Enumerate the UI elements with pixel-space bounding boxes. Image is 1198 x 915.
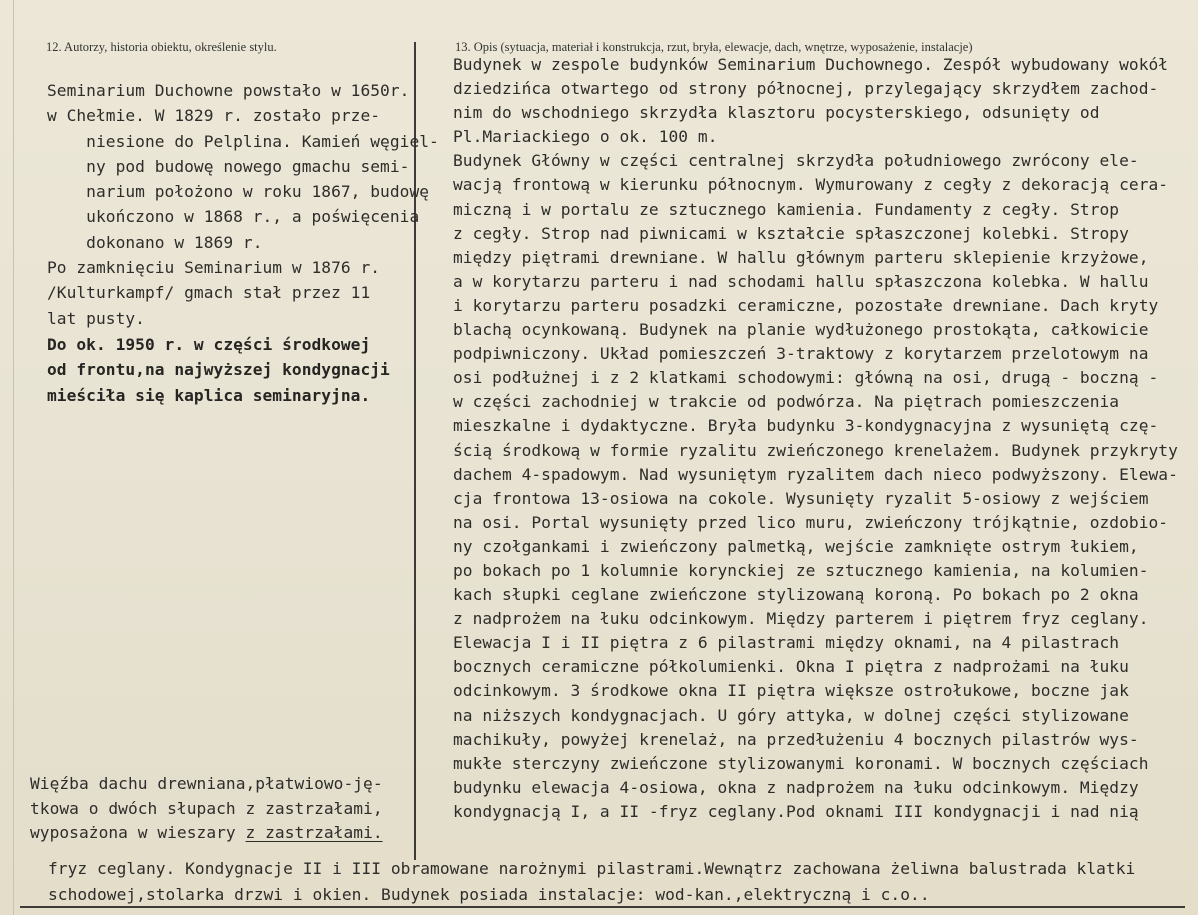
text-line: tkowa o dwóch słupach z zastrzałami, [30, 798, 383, 818]
roof-truss-text [30, 772, 383, 846]
text-line: ny pod budowę nowego gmachu semi- [47, 156, 410, 176]
text-line: na niższych kondygnacjach. U góry attyka, w dolnej części stylizowane [453, 705, 1129, 725]
text-line [30, 821, 383, 846]
text-line: miczną i w portalu ze sztucznego kamienia. Fundamenty z cegły. Strop [453, 199, 1120, 219]
text-line: Pl.Mariackiego o ok. 100 m. [453, 127, 718, 147]
text-line: ny czołgankami i zwieńczony palmetką, wejście zamknięte ostrym łukiem, [453, 536, 1139, 556]
text-line: Do ok. 1950 r. w części środkowej [47, 335, 371, 354]
text-line: cja frontowa 13-osiowa na cokole. Wysunięty ryzalit 5-osiowy z wejściem [453, 488, 1149, 508]
text-line: fryz ceglany. Kondygnacje II i III obramowane narożnymi pilastrami.Wewnątrz zachowana żeliwna balustrada klatki [48, 859, 1136, 878]
text-line: lat pusty. [47, 308, 145, 328]
text-line: schodowej,stolarka drzwi i okien. Budynek posiada instalacje: wod-kan.,elektryczną i c.o.. [48, 885, 930, 904]
text-line: kondygnacją I, a II -fryz ceglany.Pod oknami III kondygnacji i nad nią [453, 801, 1139, 821]
text-fragment: wyposażona w wieszary [30, 823, 246, 842]
text-line: w części zachodniej w trakcie od podwórza. Na piętrach pomieszczenia [453, 392, 1120, 412]
bottom-continuation [48, 856, 1135, 908]
text-line: Po zamknięciu Seminarium w 1876 r. [47, 258, 381, 278]
text-line: nim do wschodniego skrzydła klasztoru pocysterskiego, odsunięty od [453, 103, 1100, 123]
text-line: po bokach po 1 kolumnie korynckiej ze sztucznego kamienia, na kolumien- [453, 560, 1149, 580]
text-line: niesione do Pelplina. Kamień węgiel- [47, 131, 439, 151]
text-line: z cegły. Strop nad piwnicami w kształcie spłaszczonej kolebki. Stropy [453, 223, 1129, 243]
text-line: a w korytarzu parteru i nad schodami hallu spłaszczona kolebka. W hallu [453, 271, 1149, 291]
text-line: dokonano w 1869 r. [47, 232, 263, 252]
sheet-edge-line [13, 0, 14, 915]
text-line: z nadprożem na łuku odcinkowym. Między parterem i piętrem fryz ceglany. [453, 609, 1149, 629]
text-line: Więźba dachu drewniana,płatwiowo-ję- [30, 774, 383, 793]
building-description [453, 53, 1178, 824]
history-text [47, 78, 439, 331]
text-line: odcinkowym. 3 środkowe okna II piętra większe ostrołukowe, boczne jak [453, 681, 1129, 701]
text-line: kach słupki ceglane zwieńczone stylizowaną koroną. Po bokach po 2 okna [453, 585, 1139, 605]
text-line: osi podłużnej i z 2 klatkami schodowymi: główną na osi, drugą - boczną - [453, 368, 1159, 388]
underlined-text: z zastrzałami. [245, 823, 383, 842]
text-line: Elewacja I i II piętra z 6 pilastrami między oknami, na 4 pilastrach [453, 633, 1120, 653]
text-line: w Chełmie. W 1829 r. zostało prze- [47, 106, 381, 126]
text-line: /Kulturkampf/ gmach stał przez 11 [47, 283, 371, 303]
text-line: machikuły, powyżej krenelaż, na przedłużeniu 4 bocznych pilastrów wys- [453, 729, 1139, 749]
chapel-note [47, 332, 390, 408]
text-line: ukończono w 1868 r., a poświęcenia [47, 207, 420, 227]
text-line: mieściła się kaplica seminaryjna. [47, 385, 371, 405]
text-line: między piętrami drewniane. W hallu głównym parteru sklepienie krzyżowe, [453, 247, 1149, 267]
section-13-header: 13. Opis (sytuacja, materiał i konstrukcja, rzut, bryła, elewacje, dach, wnętrze, wyposażenie, instalacje) [455, 40, 973, 54]
text-line: ścią środkową w formie ryzalitu zwieńczonego krenelażem. Budynek przykryty [453, 440, 1178, 460]
text-line: Budynek w zespole budynków Seminarium Duchownego. Zespół wybudowany wokół [453, 55, 1169, 74]
text-line: Seminarium Duchowne powstało w 1650r. [47, 81, 410, 100]
text-line: bocznych ceramiczne półkolumienki. Okna I piętra z nadprożami na łuku [453, 657, 1129, 677]
text-line: wacją frontową w kierunku północnym. Wymurowany z cegły z dekoracją cera- [453, 175, 1169, 195]
text-line: blachą ocynkowaną. Budynek na planie wydłużonego prostokąta, całkowicie [453, 320, 1149, 340]
text-line: Budynek Główny w części centralnej skrzydła południowego zwrócony ele- [453, 151, 1139, 171]
text-line: mieszkalne i dydaktyczne. Bryła budynku 3-kondygnacyjna z wysuniętą czę- [453, 416, 1159, 436]
section-12-header: 12. Autorzy, historia obiektu, określenie stylu. [46, 40, 277, 54]
text-line: narium położono w roku 1867, budowę [47, 182, 430, 202]
text-line: na osi. Portal wysunięty przed lico muru, zwieńczony trójkątnie, ozdobio- [453, 512, 1169, 532]
text-line: i korytarzu parteru posadzki ceramiczne, pozostałe drewniane. Dach kryty [453, 295, 1159, 315]
text-line: dziedzińca otwartego od strony północnej, przylegający skrzydłem zachod- [453, 79, 1159, 99]
text-line: od frontu,na najwyższej kondygnacji [47, 360, 390, 380]
text-line: podpiwniczony. Układ pomieszczeń 3-traktowy z korytarzem przelotowym na [453, 344, 1149, 364]
text-line: dachem 4-spadowym. Nad wysuniętym ryzalitem dach nieco podwyższony. Elewa- [453, 464, 1178, 484]
text-line: budynku elewacja 4-osiowa, okna z nadprożem na łuku odcinkowym. Między [453, 777, 1139, 797]
text-line: mukłe sterczyny zwieńczone stylizowanymi koronami. W bocznych częściach [453, 753, 1149, 773]
